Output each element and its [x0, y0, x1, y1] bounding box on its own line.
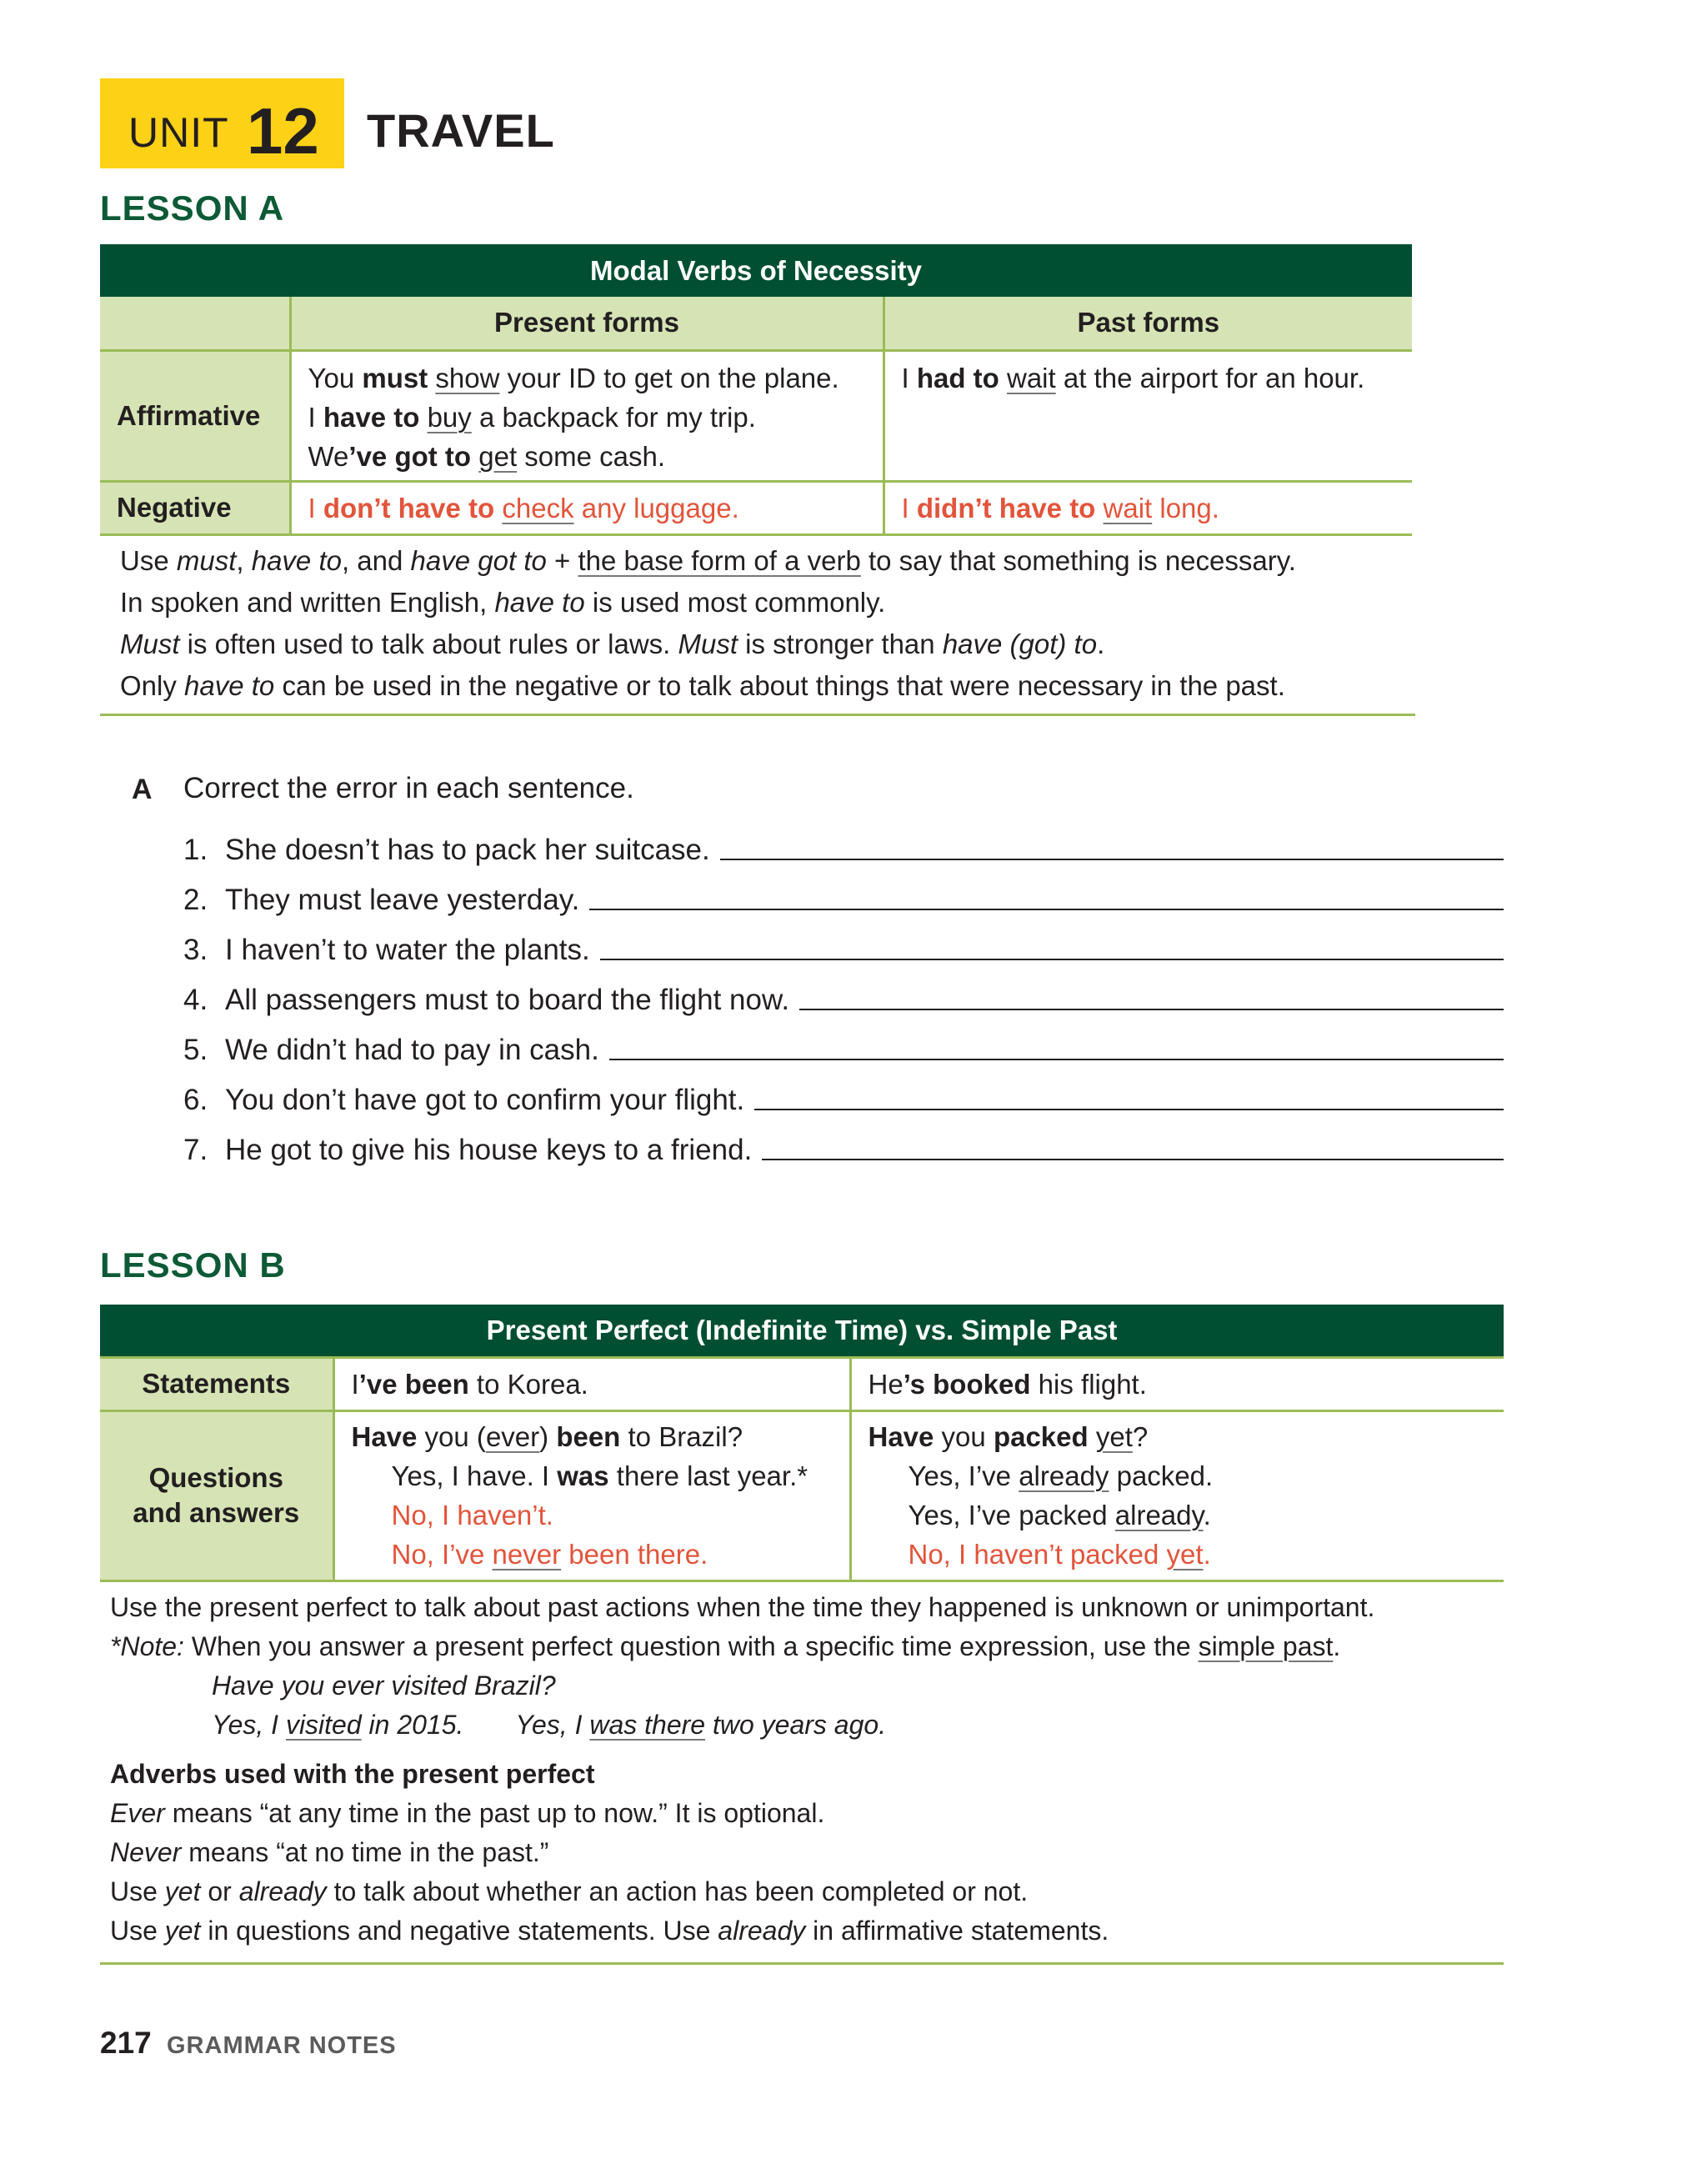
- exercise-item: 1. She doesn’t has to pack her suitcase.: [183, 825, 1504, 867]
- negative-label: Negative: [100, 481, 290, 534]
- answer-line[interactable]: [754, 1109, 1504, 1110]
- aff-past-line: I had to wait at the airport for an hour.: [901, 362, 1365, 393]
- note-line-4: Only have to can be used in the negative or to talk about things that were necessary in the past.: [120, 670, 1285, 701]
- exercise-instruction: Correct the error in each sentence.: [183, 772, 634, 804]
- lesson-b-notes: [100, 1588, 1504, 1965]
- example-question: Have you ever visited Brazil?: [212, 1671, 556, 1701]
- answer-line[interactable]: [720, 859, 1504, 860]
- lesson-a-heading: LESSON A: [100, 188, 285, 228]
- unit-number: 12: [247, 94, 319, 168]
- statement-left: I’ve been to Korea.: [333, 1357, 850, 1410]
- answer-right-1: Yes, I’ve already packed.: [908, 1460, 1214, 1491]
- table-title: Modal Verbs of Necessity: [100, 244, 1412, 297]
- footer-label: GRAMMAR NOTES: [167, 2032, 397, 2059]
- answer-left-2: No, I haven’t.: [391, 1499, 553, 1530]
- note-line-2: *Note: When you answer a present perfect question with a specific time expression, use the simple past.: [110, 1631, 1341, 1661]
- answer-line[interactable]: [762, 1159, 1504, 1160]
- answer-line[interactable]: [600, 959, 1504, 960]
- question-left: Have you (ever) been to Brazil?: [351, 1420, 743, 1452]
- note-line-1: Use the present perfect to talk about past actions when the time they happened is unknown or unimportant.: [110, 1592, 1375, 1622]
- header-empty: [100, 297, 290, 350]
- exercise-item: 4. All passengers must to board the flight now.: [183, 975, 1504, 1017]
- modal-verbs-table: [100, 244, 1412, 536]
- affirmative-present-cell: [290, 350, 884, 481]
- note-line-1: Use must, have to, and have got to + the base form of a verb to say that something is necessary.: [120, 545, 1296, 576]
- aff-present-line-2: I have to buy a backpack for my trip.: [308, 401, 756, 433]
- answer-line[interactable]: [609, 1059, 1504, 1060]
- note-line-2: In spoken and written English, have to is used most commonly.: [120, 587, 886, 618]
- negative-present-cell: I don’t have to check any luggage.: [290, 481, 884, 534]
- statements-label: Statements: [100, 1357, 333, 1410]
- adverbs-heading: Adverbs used with the present perfect: [110, 1759, 595, 1789]
- example-answers: Yes, I visited in 2015. Yes, I was there two years ago.: [212, 1710, 887, 1740]
- unit-word: UNIT: [128, 109, 229, 156]
- page-number: 217: [100, 2026, 152, 2060]
- exercise-letter: A: [132, 774, 153, 805]
- page-title: TRAVEL: [367, 104, 555, 157]
- exercise-item: 3. I haven’t to water the plants.: [183, 925, 1504, 967]
- answer-right-3: No, I haven’t packed yet.: [908, 1538, 1211, 1570]
- aff-present-line-3: We’ve got to get some cash.: [308, 440, 666, 472]
- questions-answers-label: Questions and answers: [100, 1410, 333, 1580]
- question-right: Have you packed yet?: [868, 1420, 1149, 1452]
- answer-left-1: Yes, I have. I was there last year.*: [391, 1460, 808, 1491]
- col-present-header: Present forms: [290, 297, 884, 350]
- aff-present-line-1: You must show your ID to get on the plane.: [308, 362, 839, 393]
- answer-right-2: Yes, I’ve packed already.: [908, 1499, 1211, 1530]
- negative-past-cell: I didn’t have to wait long.: [884, 481, 1412, 534]
- present-perfect-table: [100, 1305, 1504, 1582]
- note-line-3: Must is often used to talk about rules or laws. Must is stronger than have (got) to.: [120, 629, 1105, 659]
- qa-left-cell: [333, 1410, 850, 1580]
- col-past-header: Past forms: [884, 297, 1412, 350]
- answer-left-3: No, I’ve never been there.: [391, 1538, 708, 1570]
- exercise-item: 6. You don’t have got to confirm your flight.: [183, 1075, 1504, 1117]
- statement-right: He’s booked his flight.: [850, 1357, 1504, 1410]
- adverb-line-2: Never means “at no time in the past.”: [110, 1837, 549, 1867]
- answer-line[interactable]: [589, 909, 1504, 910]
- table-title: Present Perfect (Indefinite Time) vs. Simple Past: [100, 1305, 1504, 1357]
- unit-badge: [100, 78, 344, 168]
- answer-line[interactable]: [799, 1009, 1504, 1010]
- adverb-line-3: Use yet or already to talk about whether an action has been completed or not.: [110, 1876, 1029, 1906]
- exercise-item: 2. They must leave yesterday.: [183, 875, 1504, 917]
- lesson-a-notes: [100, 540, 1415, 716]
- adverb-line-4: Use yet in questions and negative statements. Use already in affirmative statements.: [110, 1916, 1109, 1946]
- adverb-line-1: Ever means “at any time in the past up to now.” It is optional.: [110, 1798, 825, 1828]
- affirmative-label: Affirmative: [100, 350, 290, 481]
- qa-right-cell: [850, 1410, 1504, 1580]
- affirmative-past-cell: [884, 350, 1412, 481]
- lesson-b-heading: LESSON B: [100, 1245, 286, 1285]
- exercise-item: 5. We didn’t had to pay in cash.: [183, 1025, 1504, 1067]
- exercise-item: 7. He got to give his house keys to a friend.: [183, 1125, 1504, 1167]
